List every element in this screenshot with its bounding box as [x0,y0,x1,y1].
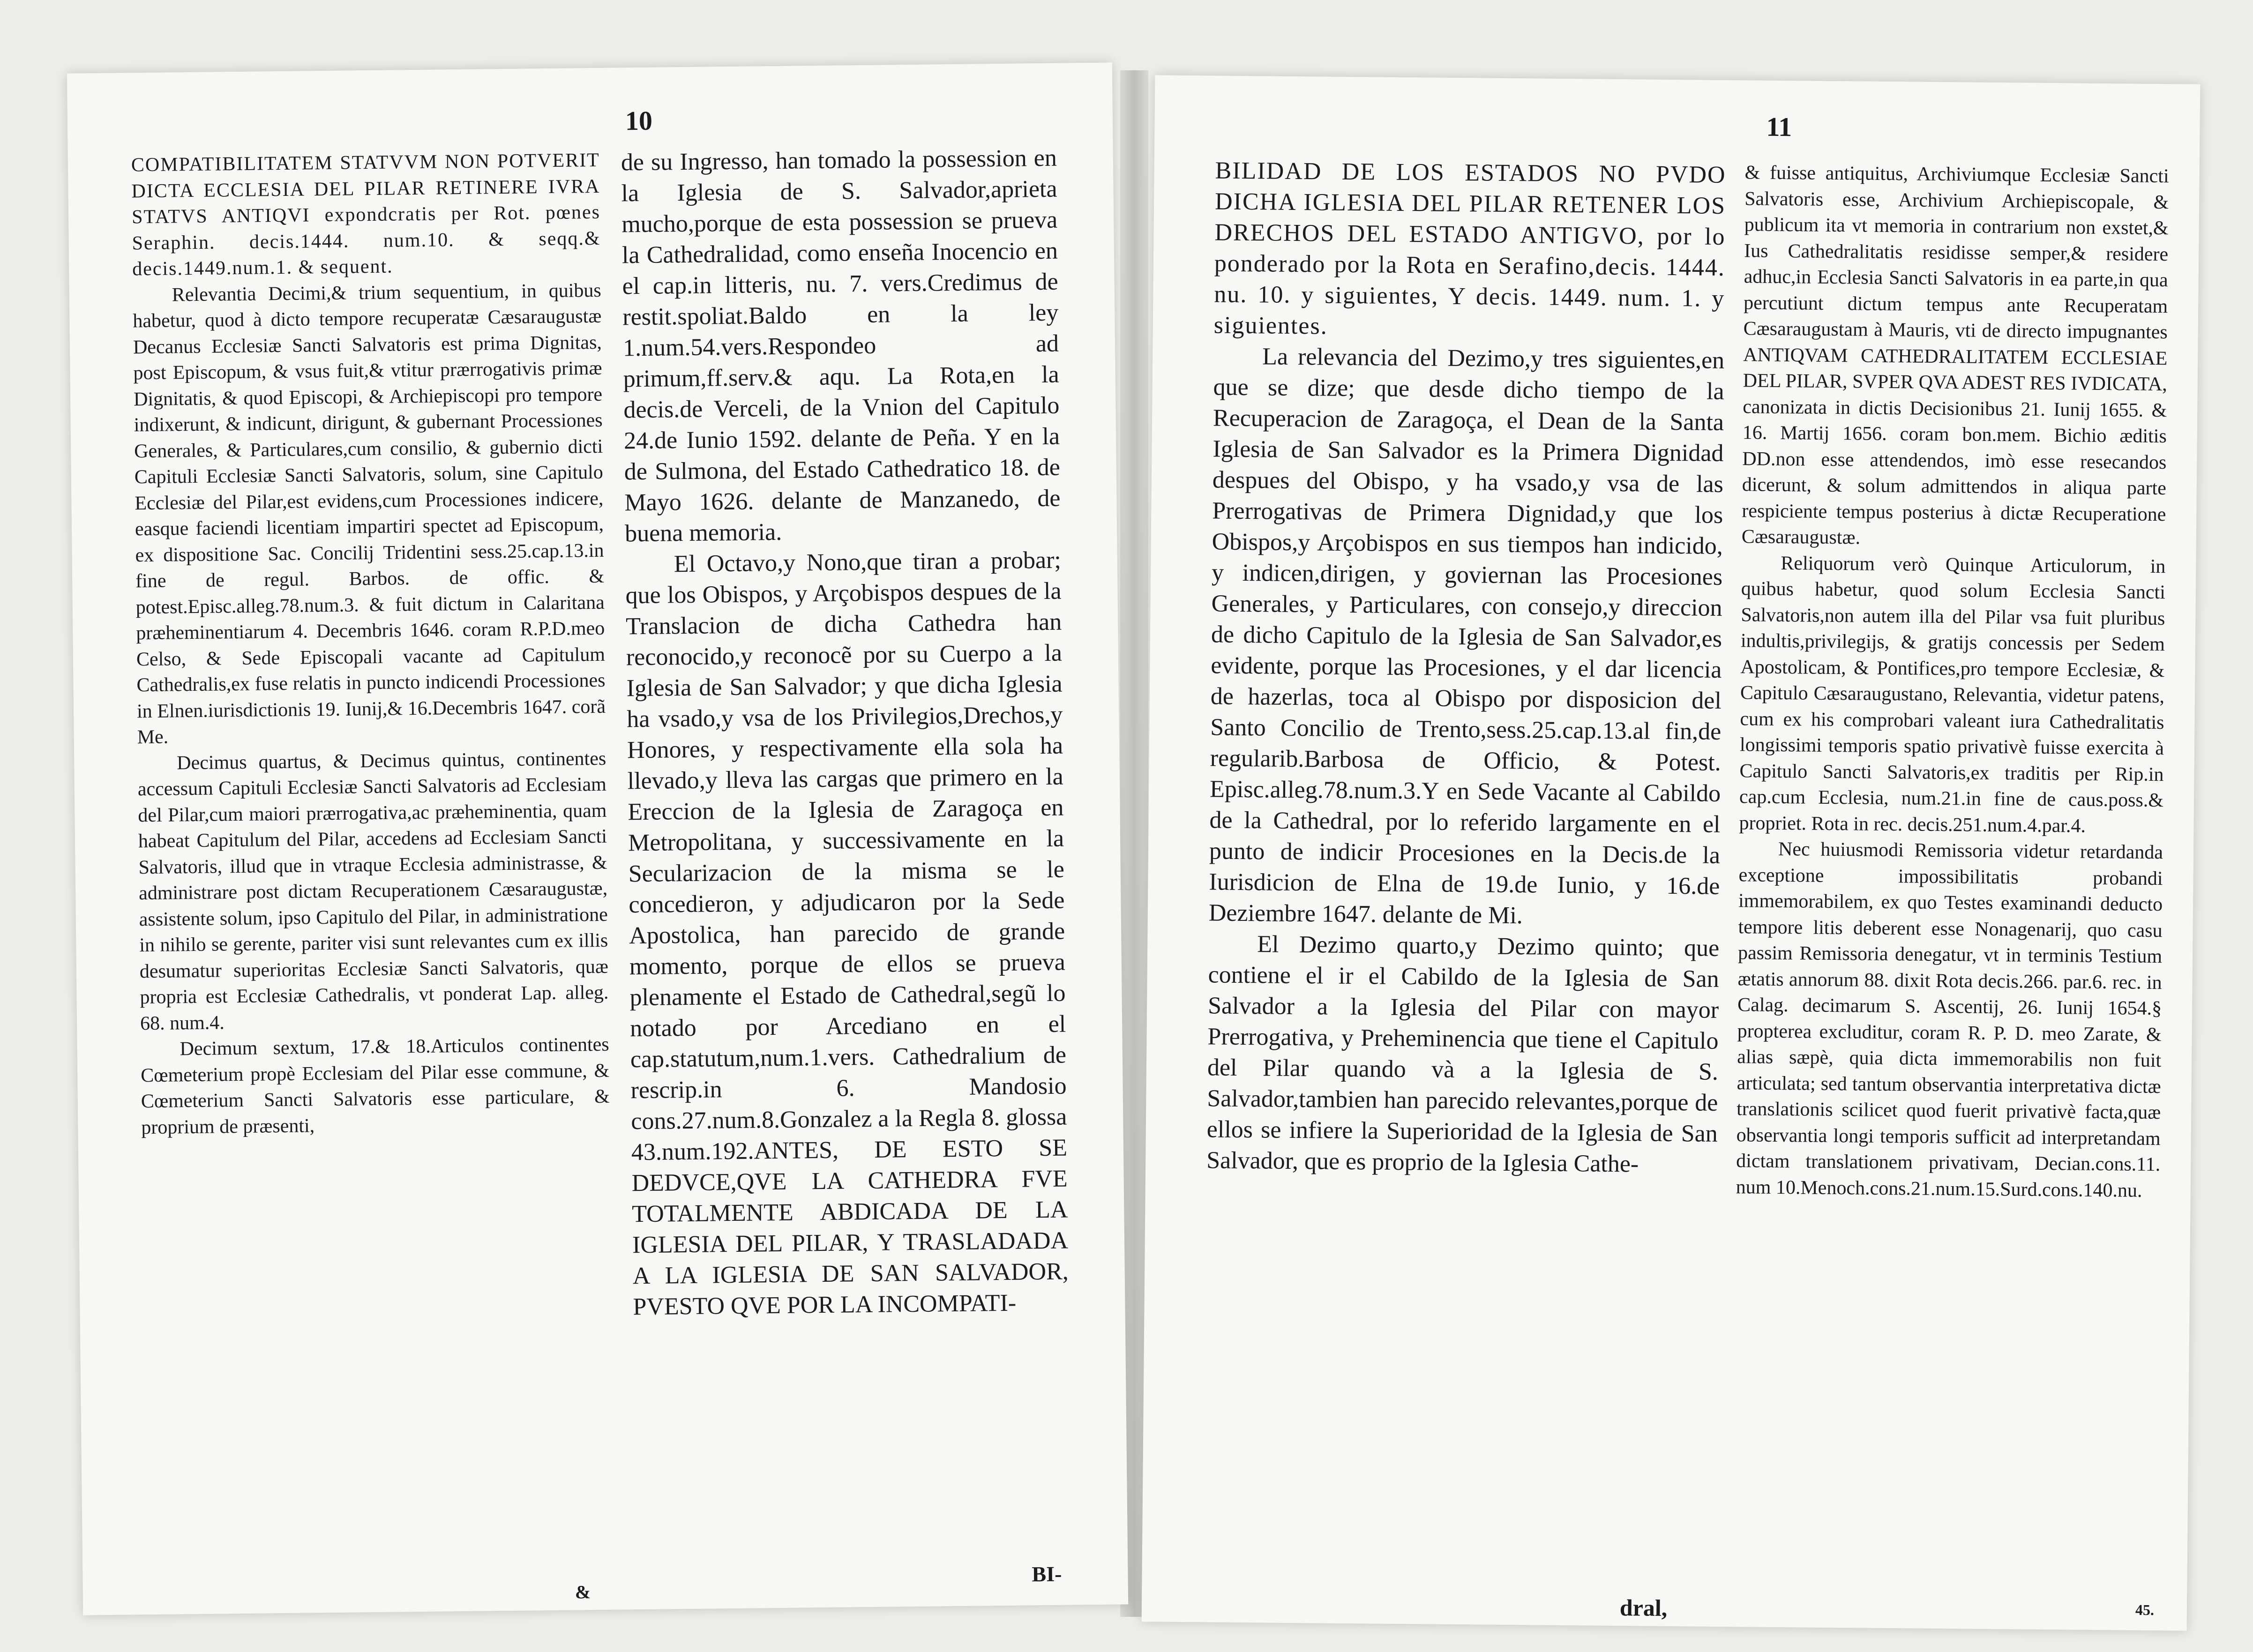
paragraph: & fuisse antiquitus, Archiviumque Ecclesiæ Sancti Salvatoris esse, Archivium Archiepiscopale, & publicum ita vt memoria in contrarium non exstet,& Ius Cathedralitatis residisse semper,& residere adhuc,in Ecclesia Sancti Salvatoris in ea parte,in qua percutiunt dictum tempus ante Recuperatam Cæsaraugustam à Mauris, vti de directo impugnantes ANTIQVAM CATHEDRALITATEM ECCLESIAE DEL PILAR, SVPER QVA ADEST RES IVDICATA, canonizata in dictis Decisionibus 21. Iunij 1655. & 16. Martij 1656. coram bon.mem. Bichio æditis DD.non esse attendendos, imò esse resecandos dicerunt, & solum admittendos in aliqua parte respiciente tempus posterius à dictæ Recuperatione Cæsaraugustæ. [1741,162,2169,549]
catchword: BI- [1032,1562,1062,1586]
paragraph: Nec huiusmodi Remissoria videtur retardanda exceptione impossibilitatis probandi immemorabilem, ex quo Testes examinandi deducto tempore litis deberent esse Nonagenarij, quo casu passim Remissoria denegatur, vt in terminis Testium ætatis annorum 88. dixit Rota decis.266. par.6. rec. in Calag. decimarum S. Ascentij, 26. Iunij 1654.§ propterea excluditur, coram R. P. D. meo Zarate, & alias sæpè, quia dicta immemorabilis non fuit articulata; sed tantum observantia interpretativa dictæ translationis scilicet quod fuerit privativè facta,quæ observantia longi temporis sufficit ad interpretandam dictam translationem privativam, Decian.cons.11. num 10.Menoch.cons.21.num.15.Surd.cons.140.nu. [1736,838,2163,1202]
paragraph: Relevantia Decimi,& trium sequentium, in quibus habetur, quod à dicto tempore recuperatæ Cæsaraugustæ Decanus Ecclesiæ Sancti Salvatoris est prima Dignitas, post Episcopum, & vsus fuit,& vtitur prærrogativis primæ Dignitatis, & quod Episcopi, & Archiepiscopi pro tempore indixerunt, & indicunt, dirigunt, & gubernant Processiones Generales, & Particulares,cum consilio, & gubernio dicti Capituli Ecclesiæ Sancti Salvatoris, solum, sine Capitulo Ecclesiæ del Pilar,est evidens,cum Processiones indicere, easque faciendi licentiam impartiri spectet ad Episcopum, ex dispositione Sac. Concilij Tridentini sess.25.cap.13.in fine de regul. Barbos. de offic. & potest.Episc.alleg.78.num.3. & fuit dictum in Calaritana præheminentiarum 4. Decembris 1646. coram R.P.D.meo Celso, & Sede Episcopali vacante ad Capitulum Cathedralis,ex fuse relatis in puncto indicendi Processiones in Elnen.iurisdictionis 19. Iunij,& 16.Decembris 1647. corã Me. [133,279,606,748]
catchword: & [575,1581,591,1603]
paragraph: El Dezimo quarto,y Dezimo quinto; que contiene el ir el Cabildo de la Iglesia de San Salvador a la Iglesia del Pilar con mayor Prerrogativa, y Preheminencia que tiene el Capitulo del Pilar quando và a la Iglesia de S. Salvador,tambien han parecido relevantes,porque de ellos se infiere la Superioridad de la Iglesia de San Salvador, que es proprio de la Iglesia Cathe- [1206,931,1720,1178]
paragraph: BILIDAD DE LOS ESTADOS NO PVDO DICHA IGLESIA DEL PILAR RETENER LOS DRECHOS DEL ESTADO ANTIGVO, por lo ponderado por la Rota en Serafino,decis. 1444. nu. 10. y siguientes, Y decis. 1449. num. 1. y siguientes. [1213,157,1726,340]
page-number: 10 [625,105,653,136]
paragraph: El Octavo,y Nono,que tiran a probar; que los Obispos, y Arçobispos despues de la Translacion de dicha Cathedra han reconocido,y reconocẽ por su Cuerpo a la Iglesia de San Salvador; y que dicha Iglesia ha vsado,y vsa de los Privilegios,Drechos,y Honores, y respectivamente ella sola ha llevado,y lleva las cargas que primero en la Ereccion de la Iglesia de Zaragoça en Metropolitana, y successivamente en la Secularizacion de la misma se le concedieron, y adjudicaron por la Sede Apostolica, han parecido de grande momento, porque de ellos se prueva plenamente el Estado de Cathedral,segũ lo notado por Arcediano en el cap.statutum,num.1.vers. Cathedralium de rescrip.in 6. Mandosio cons.27.num.8.Gonzalez a la Regla 8. glossa 43.num.192.ANTES, DE ESTO SE DEDVCE,QVE LA CATHEDRA FVE TOTALMENTE ABDICADA DE LA IGLESIA DEL PILAR, Y TRASLADADA A LA IGLESIA DE SAN SALVADOR, PVESTO QVE POR LA INCOMPATI- [625,546,1069,1321]
paragraph: Reliquorum verò Quinque Articulorum, in quibus habetur, quod solum Ecclesia Sancti Salvatoris,non autem illa del Pilar vsa fuit pluribus indultis,privilegijs, & gratijs concessis per Sedem Apostolicam, & Pontifices,pro tempore Ecclesiæ, & Capitulo Cæsaraugustano, Relevantia, videtur patens, cum ex his comprobari valeant iura Cathedralitatis longissimi temporis spatio privativè fuisse exercita à Capitulo Sancti Salvatoris,ex traditis per Rip.in cap.cum Ecclesia, num.21.in fine de caus.poss.& propriet. Rota in rec. decis.251.num.4.par.4. [1739,552,2166,837]
paragraph: Decimum sextum, 17.& 18.Articulos continentes Cœmeterium propè Ecclesiam del Pilar esse commune, & Cœmeterium Sancti Salvatoris esse particulare, & proprium de præsenti, [140,1033,610,1138]
paragraph: de su Ingresso, han tomado la possession en la Iglesia de S. Salvador,aprieta mucho,porque de esta possession se prueva la Cathedralidad, como enseña Inocencio en el cap.in litteris, nu. 7. vers.Credimus de restit.spoliat.Baldo en la ley 1.num.54.vers.Respondeo ad primum,ff.serv.& aqu. La Rota,en la decis.de Verceli, de la Vnion del Capitulo 24.de Iunio 1592. delante de Peña. Y en la de Sulmona, del Estado Cathedratico 18. de Mayo 1626. delante de Manzanedo, de buena memoria. [621,144,1061,547]
paragraph: La relevancia del Dezimo,y tres siguientes,en que se dize; que desde dicho tiempo de la Recuperacion de Zaragoça, el Dean de la Santa Iglesia de San Salvador es la Primera Dignidad despues del Obispo, y ha vsado,y vsa de las Prerrogativas de Primera Dignidad,y que los Obispos,y Arçobispos en sus tiempos han indicido, y indicen,dirigen, y goviernan las Procesiones Generales, y Particulares, con consejo,y direccion de dicho Capitulo de la Iglesia de San Salvador,es evidente, porque las Procesiones, y el dar licencia de hazerlas, toca al Obispo por disposicion del Santo Concilio de Trento,sess.25.cap.13.al fin,de regularib.Barbosa de Officio, & Potest. Episc.alleg.78.num.3.Y en Sede Vacante al Cabildo de la Cathedral, por lo referido largamente en el punto de indicir Procesiones en la Decis.de la Iurisdicion de Elna de 19.de Iunio, y 16.de Deziembre 1647. delante de Mi. [1208,343,1725,929]
spanish-column [1203,155,1726,1598]
catchword: 45. [2135,1601,2155,1619]
latin-column [131,148,615,1586]
paragraph: Decimus quartus, & Decimus quintus, continentes accessum Capituli Ecclesiæ Sancti Salvatoris ad Ecclesiam del Pilar,cum maiori prærrogativa,ac præheminentia, quam habeat Capitulum del Pilar, accedens ad Ecclesiam Sancti Salvatoris, illud que in vtraque Ecclesia administrasse, & administrare post dictam Recuperationem Cæsaraugustæ, assistente solum, ipso Capitulo del Pilar, in administratione in nihilo se gerente, pariter visi sunt relevantes cum ex illis desumatur superioritas Ecclesiæ Sancti Salvatoris, quæ propria est Ecclesiæ Cathedralis, vt ponderat Lap. alleg. 68. num.4. [137,748,609,1034]
left-page [67,62,1128,1615]
page-number: 11 [1766,111,1792,142]
paragraph: COMPATIBILITATEM STATVVM NON POTVERIT DICTA ECCLESIA DEL PILAR RETINERE IVRA STATVS ANTIQVI expondcratis per Rot. pœnes Seraphin. decis.1444. num.10. & seqq.& decis.1449.num.1. & sequent. [131,149,601,280]
right-page [1142,75,2201,1630]
spanish-column [621,143,1072,1582]
catchword: dral, [1619,1594,1668,1621]
latin-column [1732,160,2169,1602]
